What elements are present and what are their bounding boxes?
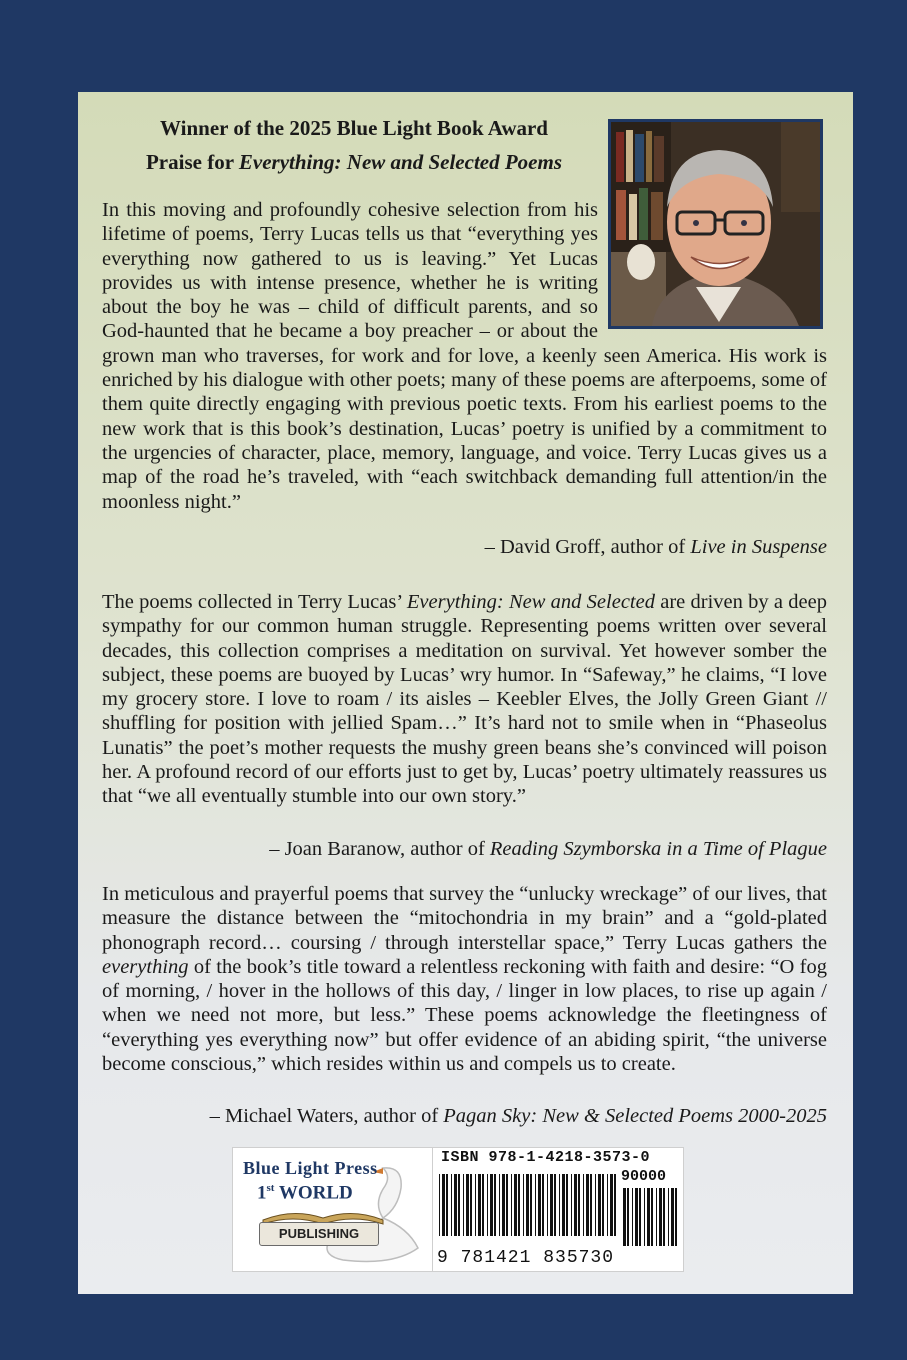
- barcode-bar: [482, 1174, 484, 1236]
- barcode-bar: [598, 1174, 601, 1236]
- barcode-bar: [470, 1174, 472, 1236]
- barcode-bar: [644, 1188, 645, 1246]
- barcode-bar: [574, 1174, 577, 1236]
- barcode-bar: [542, 1174, 544, 1236]
- praise-heading: [78, 150, 630, 175]
- barcode-bar: [490, 1174, 493, 1236]
- price-barcode-bars: [623, 1188, 679, 1250]
- review-1-author: – David Groff, author of: [484, 536, 691, 558]
- barcode-bar: [566, 1174, 568, 1236]
- barcode-bar: [451, 1174, 452, 1236]
- barcode-bar: [538, 1174, 541, 1236]
- barcode-bar: [530, 1174, 532, 1236]
- barcode-bar: [454, 1174, 457, 1236]
- barcode-bar: [659, 1188, 662, 1246]
- review-3-body-end: of the book’s title toward a relentless reckoning with faith and desire: “O fog of morning, / hover in the hollows of this day, / linger in low places, to rise up again / when we need not more, but less.” These poems acknowledge the fleetingness of “everything yes everything now” but offer evidence of an abiding spirit, “the universe become conscious,” which resides within us and compels us to create.: [102, 955, 827, 1076]
- barcode-bar: [550, 1174, 553, 1236]
- barcode-block: [432, 1147, 684, 1272]
- barcode-bar: [475, 1174, 476, 1236]
- barcode-bar: [583, 1174, 584, 1236]
- barcode-bar: [610, 1174, 613, 1236]
- barcode-bar: [586, 1174, 589, 1236]
- review-2-author: – Joan Baranow, author of: [269, 838, 490, 860]
- publisher-name: Blue Light Press: [243, 1158, 378, 1178]
- barcode-bar: [518, 1174, 520, 1236]
- review-3-attribution: [210, 1105, 827, 1128]
- barcode-bar: [506, 1174, 508, 1236]
- review-2-italic-title: Everything: New and Selected: [406, 591, 655, 613]
- barcode-bar: [571, 1174, 572, 1236]
- review-3-work: Pagan Sky: New & Selected Poems 2000-2025: [443, 1105, 827, 1127]
- barcode-bar: [614, 1174, 616, 1236]
- barcode-bar: [446, 1174, 448, 1236]
- review-1-text: [102, 198, 827, 514]
- barcode-bar: [466, 1174, 469, 1236]
- review-3-author: – Michael Waters, author of: [209, 1105, 444, 1127]
- price-code: 90000: [621, 1168, 667, 1185]
- barcode-bar: [635, 1188, 638, 1246]
- barcode-bar: [511, 1174, 512, 1236]
- barcode-bar: [595, 1174, 596, 1236]
- award-heading: Winner of the 2025 Blue Light Book Award: [160, 116, 548, 140]
- barcode-bar: [562, 1174, 565, 1236]
- back-cover-panel: [78, 92, 853, 1294]
- barcode-bar: [590, 1174, 592, 1236]
- review-1-attribution: [485, 536, 827, 559]
- review-1-body: In this moving and profoundly cohesive selection from his lifetime of poems, Terry Lucas tells us that “everything yes everything now gathered to us is leaving.” Yet Lucas provides us with intense presence, whether he is writing about the boy he was – child of difficult parents, and so God-haunted that he became a boy preacher – or about the grown man who traverses, for work and for love, a keenly seen America. His work is enriched by his dialogue with other poets; many of these poems are afterpoems, some of them quite directly engaging with previous poetic texts. From his earliest poems to the new work that is this book’s destination, Lucas’ poetry is unified by a commitment to the urgencies of character, place, memory, language, and voice. Terry Lucas gives us a map of the road he’s traveled, with “each switchback demanding full attention/in the moonless night.”: [102, 199, 827, 513]
- isbn-label: ISBN 978-1-4218-3573-0: [441, 1149, 651, 1166]
- praise-book-title: Everything: New and Selected Poems: [238, 150, 563, 174]
- review-2-text: [102, 590, 827, 809]
- review-3-body-start: In meticulous and prayerful poems that survey the “unlucky wreckage” of our lives, that measure the distance between the “mitochondria in my brain” and a “gold-plated phonograph record… coursing / through interstellar space,” Terry Lucas gathers the: [102, 883, 827, 954]
- barcode-bar: [535, 1174, 536, 1236]
- barcode-bar: [559, 1174, 560, 1236]
- publisher-logo: [232, 1147, 434, 1272]
- publisher-number: 1: [257, 1182, 267, 1204]
- barcode-bar: [487, 1174, 488, 1236]
- publisher-world: WORLD: [274, 1182, 353, 1204]
- barcode-bar: [478, 1174, 481, 1236]
- barcode-bar: [663, 1188, 665, 1246]
- barcode-bar: [547, 1174, 548, 1236]
- barcode-bar: [458, 1174, 460, 1236]
- barcode-bar: [627, 1188, 629, 1246]
- barcode-bar: [514, 1174, 517, 1236]
- barcode-bar: [607, 1174, 608, 1236]
- barcode-bar: [499, 1174, 500, 1236]
- publisher-ordinal: st: [266, 1182, 275, 1194]
- review-1-work: Live in Suspense: [690, 536, 827, 558]
- barcode-bar: [494, 1174, 496, 1236]
- review-2-body-start: The poems collected in Terry Lucas’: [102, 591, 407, 613]
- barcode-bar: [675, 1188, 677, 1246]
- barcode-bar: [656, 1188, 657, 1246]
- publisher-subname: [257, 1182, 353, 1204]
- barcode-bar: [668, 1188, 669, 1246]
- barcode-bar: [602, 1174, 604, 1236]
- barcode-bar: [463, 1174, 464, 1236]
- review-2-attribution: [269, 838, 827, 861]
- praise-prefix: Praise for: [145, 150, 239, 174]
- barcode-bar: [554, 1174, 556, 1236]
- ean-number: 9 781421 835730: [437, 1248, 615, 1268]
- publishing-banner: PUBLISHING: [259, 1222, 379, 1246]
- barcode-bar: [439, 1174, 440, 1236]
- review-2-body-end: are driven by a deep sympathy for our common human struggle. Representing poems written over several decades, this collection comprises a meditation on survival. Yet however somber the subject, these poems are buoyed by Lucas’ wry humor. In “Safeway,” he claims, “I love my grocery store. I love to roam / its aisles – Keebler Elves, the Jolly Green Giant // shuffling for position with jellied Spam…” It’s hard not to smile when in “Phaseolus Lunatis” the poet’s mother requests the mushy green beans she’s convinced will poison her. A profound record of our efforts just to get by, Lucas’ poetry ultimately reassures us that “we all eventually stumble into our own story.”: [102, 591, 828, 808]
- barcode-bar: [523, 1174, 524, 1236]
- barcode-bar: [623, 1188, 626, 1246]
- barcode-bar: [632, 1188, 633, 1246]
- barcode-bars: [439, 1174, 619, 1236]
- barcode-bar: [671, 1188, 674, 1246]
- barcode-bar: [651, 1188, 653, 1246]
- barcode-bar: [526, 1174, 529, 1236]
- barcode-bar: [639, 1188, 641, 1246]
- barcode-bar: [442, 1174, 445, 1236]
- barcode-bar: [578, 1174, 580, 1236]
- review-2-work: Reading Szymborska in a Time of Plague: [489, 838, 827, 860]
- review-3-text: [102, 882, 827, 1076]
- barcode-bar: [502, 1174, 505, 1236]
- barcode-bar: [647, 1188, 650, 1246]
- review-3-italic-word: everything: [102, 955, 189, 978]
- photo-spacer: [598, 198, 827, 330]
